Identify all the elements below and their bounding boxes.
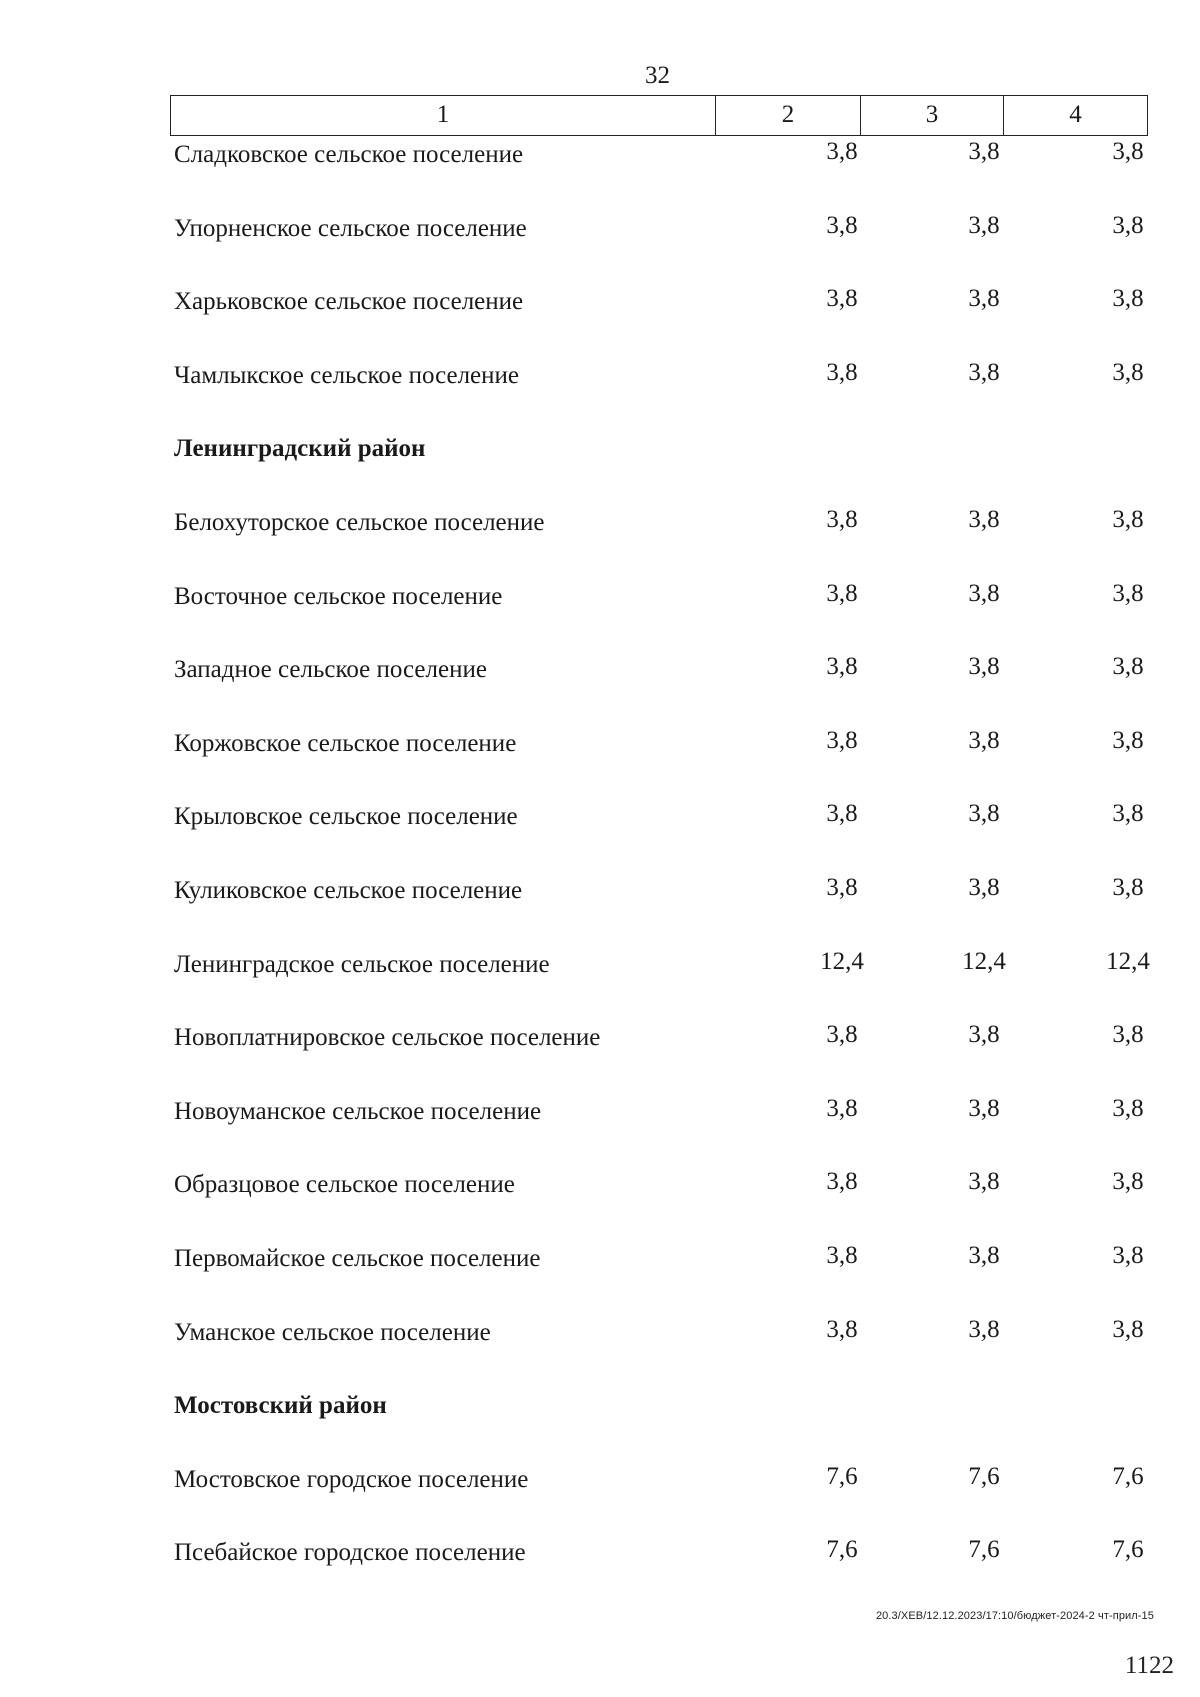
- value-col-2: 3,8: [826, 138, 858, 165]
- value-col-2: 3,8: [826, 505, 858, 533]
- page-number-top: 32: [645, 62, 670, 89]
- value-col-2: 3,8: [826, 726, 858, 754]
- value-col-4: 12,4: [1106, 947, 1150, 975]
- group-heading-row: [0, 1389, 1200, 1463]
- value-col-3: 3,8: [968, 579, 1000, 607]
- table-row: [0, 653, 1200, 727]
- value-col-2: 3,8: [826, 211, 858, 239]
- table-row: [0, 580, 1200, 654]
- settlement-name: Мостовское городское поселение: [174, 1465, 529, 1493]
- value-col-4: 3,8: [1112, 1094, 1144, 1122]
- value-col-3: 3,8: [968, 138, 1000, 165]
- settlement-name: Харьковское сельское поселение: [174, 288, 524, 316]
- value-col-3: 3,8: [968, 285, 1000, 313]
- table-row: [0, 138, 1200, 212]
- value-col-4: 3,8: [1112, 653, 1144, 681]
- value-col-3: 3,8: [968, 505, 1000, 533]
- table-row: [0, 874, 1200, 948]
- settlement-name: Новоплатнировское сельское поселение: [174, 1024, 601, 1052]
- table-row: [0, 948, 1200, 1022]
- value-col-3: 3,8: [968, 358, 1000, 386]
- settlement-name: Псебайское городское поселение: [174, 1539, 526, 1567]
- table-row: [0, 1168, 1200, 1242]
- table-row: [0, 359, 1200, 433]
- settlement-name: Восточное сельское поселение: [174, 582, 503, 610]
- settlement-name: Уманское сельское поселение: [174, 1318, 491, 1346]
- value-col-2: 7,6: [826, 1462, 858, 1490]
- settlement-name: Образцовое сельское поселение: [174, 1171, 515, 1199]
- value-col-4: 3,8: [1112, 285, 1144, 313]
- settlement-name: Белохуторское сельское поселение: [174, 508, 545, 536]
- table-row: [0, 1242, 1200, 1316]
- settlement-name: Новоуманское сельское поселение: [174, 1097, 542, 1125]
- value-col-2: 3,8: [826, 358, 858, 386]
- value-col-3: 3,8: [968, 653, 1000, 681]
- value-col-3: 3,8: [968, 726, 1000, 754]
- table-row: [0, 1536, 1200, 1610]
- value-col-4: 3,8: [1112, 800, 1144, 828]
- table-row: [0, 506, 1200, 580]
- table-row: [0, 1316, 1200, 1390]
- value-col-4: 7,6: [1112, 1536, 1144, 1564]
- header-cell-3: 3: [861, 96, 1004, 135]
- value-col-2: 3,8: [826, 285, 858, 313]
- value-col-2: 3,8: [826, 1168, 858, 1196]
- value-col-2: 3,8: [826, 1241, 858, 1269]
- value-col-3: 3,8: [968, 1315, 1000, 1343]
- page-number-bottom: 1122: [1124, 1652, 1174, 1679]
- value-col-2: 3,8: [826, 873, 858, 901]
- settlement-name: Первомайское сельское поселение: [174, 1244, 541, 1272]
- document-code: 20.3/XEB/12.12.2023/17:10/бюджет-2024-2 чт-прил-15: [875, 1610, 1154, 1622]
- value-col-3: 3,8: [968, 211, 1000, 239]
- value-col-4: 3,8: [1112, 211, 1144, 239]
- settlement-name: Крыловское сельское поселение: [174, 803, 518, 831]
- value-col-3: 3,8: [968, 1168, 1000, 1196]
- table-row: [0, 800, 1200, 874]
- settlement-name: Куликовское сельское поселение: [174, 876, 523, 904]
- value-col-3: 3,8: [968, 873, 1000, 901]
- settlement-name: Чамлыкское сельское поселение: [174, 361, 520, 389]
- value-col-2: 3,8: [826, 800, 858, 828]
- value-col-3: 3,8: [968, 800, 1000, 828]
- header-cell-4: 4: [1069, 101, 1082, 128]
- table-row: [0, 1021, 1200, 1095]
- settlement-name: Сладковское сельское поселение: [174, 141, 524, 168]
- value-col-2: 3,8: [826, 579, 858, 607]
- table-header: [170, 95, 1148, 136]
- value-col-4: 3,8: [1112, 1021, 1144, 1049]
- group-heading: Мостовский район: [174, 1392, 387, 1420]
- settlement-name: Ленинградское сельское поселение: [174, 950, 550, 978]
- header-cell-2: 2: [716, 96, 861, 135]
- value-col-3: 3,8: [968, 1021, 1000, 1049]
- value-col-3: 7,6: [968, 1536, 1000, 1564]
- table-row: [0, 285, 1200, 359]
- table-row: [0, 212, 1200, 286]
- value-col-4: 7,6: [1112, 1462, 1144, 1490]
- table-row: [0, 1095, 1200, 1169]
- value-col-4: 3,8: [1112, 505, 1144, 533]
- value-col-3: 3,8: [968, 1241, 1000, 1269]
- value-col-2: 3,8: [826, 653, 858, 681]
- value-col-3: 3,8: [968, 1094, 1000, 1122]
- group-heading: Ленинградский район: [174, 435, 426, 463]
- value-col-4: 3,8: [1112, 358, 1144, 386]
- value-col-4: 3,8: [1112, 1168, 1144, 1196]
- table-body: [0, 138, 1200, 1610]
- value-col-2: 12,4: [820, 947, 864, 975]
- value-col-3: 12,4: [962, 947, 1006, 975]
- value-col-4: 3,8: [1112, 579, 1144, 607]
- settlement-name: Коржовское сельское поселение: [174, 729, 517, 757]
- group-heading-row: [0, 432, 1200, 506]
- value-col-2: 3,8: [826, 1315, 858, 1343]
- value-col-3: 7,6: [968, 1462, 1000, 1490]
- value-col-2: 7,6: [826, 1536, 858, 1564]
- table-row: [0, 727, 1200, 801]
- header-cell-1: 1: [171, 96, 716, 135]
- value-col-4: 3,8: [1112, 873, 1144, 901]
- value-col-4: 3,8: [1112, 138, 1144, 165]
- value-col-2: 3,8: [826, 1094, 858, 1122]
- table-row: [0, 1463, 1200, 1537]
- value-col-4: 3,8: [1112, 726, 1144, 754]
- settlement-name: Западное сельское поселение: [174, 656, 487, 684]
- value-col-4: 3,8: [1112, 1315, 1144, 1343]
- value-col-4: 3,8: [1112, 1241, 1144, 1269]
- settlement-name: Упорненское сельское поселение: [174, 214, 527, 242]
- value-col-2: 3,8: [826, 1021, 858, 1049]
